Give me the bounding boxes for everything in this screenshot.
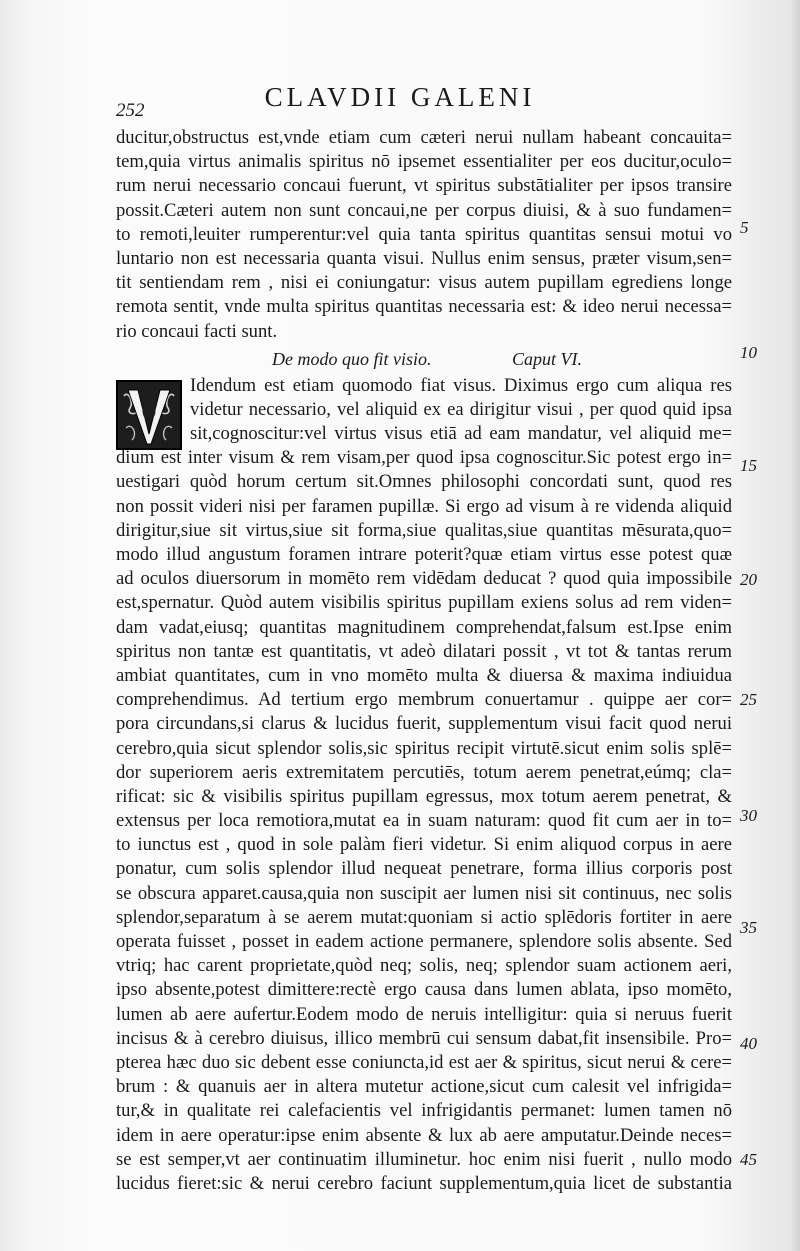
text-line: remota sentit, vnde multa spiritus quantitas necessaria est: & ideo nerui necessa= (116, 296, 732, 318)
line-number-10: 10 (740, 343, 757, 362)
text-line: spiritus non tantæ est quantitatis, vt adeò dilatari possit , vt tot & tantas rerum (116, 640, 732, 662)
chapter-title: De modo quo fit visio. (272, 348, 432, 369)
text-line: tur,& in qualitate rei calefacientis vel infrigidantis permanet: lumen tamen nō (116, 1100, 732, 1122)
text-line: ponatur, cum solis splendor illud nequeat penetrare, forma illius corporis post (116, 858, 732, 880)
text-line: sit,cognoscitur:vel virtus visus etiā ad eam mandatur, vel aliquid me= (190, 423, 732, 445)
text-line: modo illud angustum foramen intrare poterit?quæ etiam virtus esse potest quæ (116, 544, 732, 565)
text-line: incisus & à cerebro diuisus, illico membrū cui sensum dabat,fit insensibile. Pro= (116, 1027, 732, 1049)
text-line: non possit videri nisi per faramen pupillæ. Si ergo ad visum à re videnda aliquid (116, 495, 732, 517)
text-line: ducitur,obstructus est,vnde etiam cum cæteri nerui nullam habeant concauita= (116, 127, 732, 148)
text-line: lucidus fieret:sic & nerui cerebro faciunt supplementum,quia licet de substantia (116, 1172, 732, 1194)
text-line: lumen ab aere aufertur.Eodem modo de neruis intelligitur: quia si neruus fuerit (116, 1003, 732, 1025)
text-line: est,spernatur. Quòd autem visibilis spiritus pupillam exiens solus ad rem viden= (116, 592, 732, 614)
text-line: cerebro,quia sicut splendor solis,sic spiritus recipit virtutē.sicut enim solis splē= (116, 737, 732, 759)
line-number-35: 35 (740, 918, 757, 937)
line-number-5: 5 (740, 218, 749, 237)
line-number-15: 15 (740, 456, 757, 475)
text-line: Idendum est etiam quomodo fiat visus. Diximus ergo cum aliqua res (190, 374, 732, 396)
line-number-40: 40 (740, 1034, 757, 1053)
text-line: luntario non est necessaria quanta visui. Nullus enim sensus, præter visum,sen= (116, 247, 732, 269)
text-line: uestigari quòd horum certum sit.Omnes philosophi concordati sunt, quod res (116, 471, 732, 493)
chapter-number: Caput VI. (512, 348, 582, 369)
text-line: rificat: sic & visibilis spiritus pupillam egressus, mox totum aerem penetrat, & (116, 785, 732, 807)
paragraph-1 (116, 126, 732, 344)
text-line: extensus per loca remotiora,mutat ea in suam naturam: quod fit cum aer in to= (116, 810, 732, 832)
text-line: to iunctus est , quod in sole palàm fieri videtur. Si enim aliquod corpus in aere (116, 834, 732, 856)
text-line: tem,quia virtus animalis spiritus nō ipsemet essentialiter per eos ducitur,oculo= (116, 151, 732, 173)
text-line: ipso absente,potest dimittere:rectè ergo causa dans lumen ablata, ipso momēto, (116, 979, 732, 1001)
line-number-25: 25 (740, 690, 757, 709)
text-line: to remoti,leuiter rumperentur:vel quia tanta spiritus quantitas sensui motui vo (116, 223, 732, 245)
text-line: dor superiorem aeris extremitatem percutiēs, totum aerem penetrat,eúmq; cla= (116, 761, 732, 783)
text-line: comprehendimus. Ad tertium ergo membrum conuertamur . quippe aer cor= (116, 689, 732, 711)
text-line: ad oculos diuersorum in momēto rem vidēdam deducat ? quod quia impossibile (116, 568, 732, 590)
text-line: videtur necessario, vel aliquid ex ea dirigitur visui , per quod quid ipsa (190, 398, 732, 420)
text-line: vtriq; hac carent proprietate,quòd neq; solis, neq; splendor suam actionem aeri, (116, 955, 732, 977)
text-block (116, 126, 732, 1196)
text-line: pora circundans,si clarus & lucidus fuerit, supplementum visui facit quod nerui (116, 713, 732, 735)
text-line: idem in aere operatur:ipse enim absente & lux ab aere amputatur.Deinde neces= (116, 1124, 732, 1146)
text-line: brum : & quanuis aer in altera mutetur actione,sicut cum calesit vel infrigida= (116, 1076, 732, 1098)
text-line: se est semper,vt aer continuatim illuminetur. hoc enim nisi fuerit , nullo modo (116, 1148, 732, 1170)
text-line: se obscura apparet.causa,quia non suscipit aer lumen nisi sit continuus, nec solis (116, 882, 732, 904)
paragraph-2 (116, 374, 732, 1196)
text-line: rum nerui necessario concaui fuerunt, vt spiritus substātialiter per ipsos transire (116, 175, 732, 197)
text-line: dium est inter visum & rem visam,per quod ipsa cognoscitur.Sic potest ergo in= (116, 447, 732, 469)
text-line: tit sentiendam rem , nisi ei coniungatur: visus autem pupillam egrediens longe (116, 272, 732, 294)
line-number-45: 45 (740, 1150, 757, 1169)
text-line: operata fuisset , posset in eadem actione permanere, splendore solis absente. Sed (116, 931, 732, 952)
text-line: ambiat quantitates, cum in vno momēto multa & diuersa & maxima indiuidua (116, 664, 732, 686)
line-number-20: 20 (740, 570, 757, 589)
text-line: dirigitur,siue sit virtus,siue sit forma,siue qualitas,siue quantitas mēsurata,quo= (116, 519, 732, 541)
chapter-heading (116, 344, 732, 374)
text-line: possit.Cæteri autem non sunt concaui,ne per corpus diuisi, & à suo fundamen= (116, 199, 732, 221)
line-number-30: 30 (740, 806, 757, 825)
running-head: CLAVDII GALENI (264, 82, 536, 112)
text-line: pterea hæc duo sic debent esse coniuncta,id est aer & spiritus, sicut nerui & cere= (116, 1051, 732, 1073)
page-number: 252 (116, 100, 145, 121)
text-line: rio concaui facti sunt. (116, 320, 278, 342)
text-line: dam vadat,eiusq; quantitas magnitudinem comprehendat,falsum est.Ipse enim (116, 616, 732, 638)
text-line: splendor,separatum à se aerem mutat:quoniam si actio splēdoris fortiter in aere (116, 906, 732, 928)
